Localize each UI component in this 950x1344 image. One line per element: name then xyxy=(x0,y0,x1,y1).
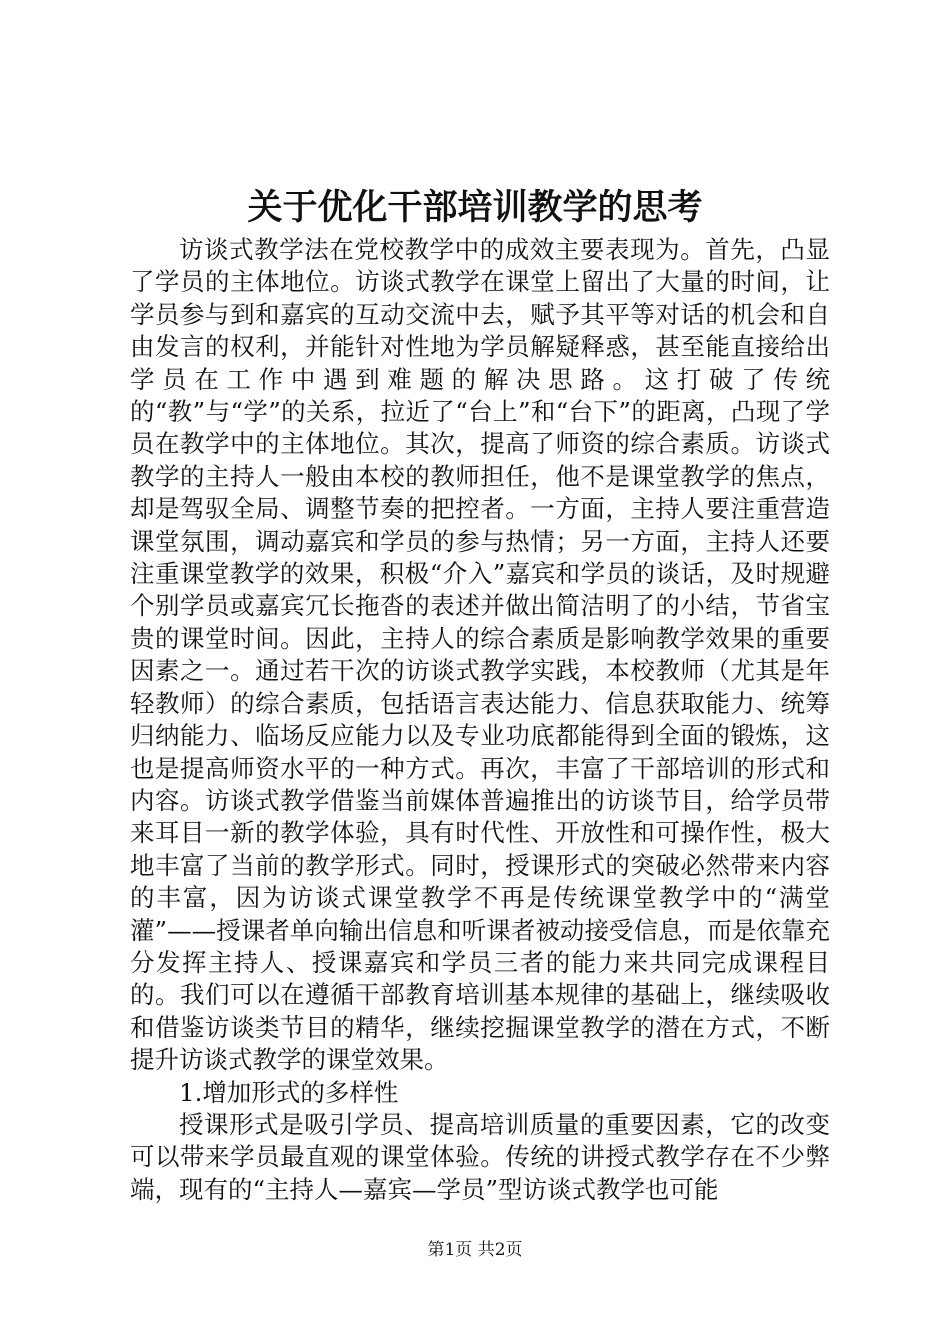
section-heading: 1.增加形式的多样性 xyxy=(179,1077,399,1107)
document-title: 关于优化干部培训教学的思考 xyxy=(247,187,703,228)
section-paragraph: 授课形式是吸引学员、提高培训质量的重要因素，它的改变可以带来学员最直观的课堂体验。传统的讲授式教学存在不少弊端，现有的“主持人—嘉宾—学员”型访谈式教学也可能 xyxy=(130,1109,830,1204)
document-body xyxy=(130,234,830,1206)
body-paragraph: 访谈式教学法在党校教学中的成效主要表现为。首先，凸显了学员的主体地位。访谈式教学在课堂上留出了大量的时间，让学员参与到和嘉宾的互动交流中去，赋予其平等对话的机会和自由发言的权利，并能针对性地为学员解疑释惑，甚至能直接给出学员在工作中遇到难题的解决思路。这打破了传统的“教”与“学”的关系，拉近了“台上”和“台下”的距离，凸现了学员在教学中的主体地位。其次，提高了师资的综合素质。访谈式教学的主持人一般由本校的教师担任，他不是课堂教学的焦点，却是驾驭全局、调整节奏的把控者。一方面，主持人要注重营造课堂氛围，调动嘉宾和学员的参与热情；另一方面，主持人还要注重课堂教学的效果，积极“介入”嘉宾和学员的谈话，及时规避个别学员或嘉宾冗长拖沓的表述并做出简洁明了的小结，节省宝贵的课堂时间。因此，主持人的综合素质是影响教学效果的重要因素之一。通过若干次的访谈式教学实践，本校教师（尤其是年轻教师）的综合素质，包括语言表达能力、信息获取能力、统筹归纳能力、临场反应能力以及专业功底都能得到全面的锻炼，这也是提高师资水平的一种方式。再次，丰富了干部培训的形式和内容。访谈式教学借鉴当前媒体普遍推出的访谈节目，给学员带来耳目一新的教学体验，具有时代性、开放性和可操作性，极大地丰富了当前的教学形式。同时，授课形式的突破必然带来内容的丰富，因为访谈式课堂教学不再是传统课堂教学中的“满堂灌”——授课者单向输出信息和听课者被动接受信息，而是依靠充分发挥主持人、授课嘉宾和学员三者的能力来共同完成课程目的。我们可以在遵循干部教育培训基本规律的基础上，继续吸收和借鉴访谈类节目的精华，继续挖掘课堂教学的潜在方式，不断提升访谈式教学的课堂效果。 xyxy=(130,235,830,1075)
page-footer: 第1页 共2页 xyxy=(427,1240,523,1260)
